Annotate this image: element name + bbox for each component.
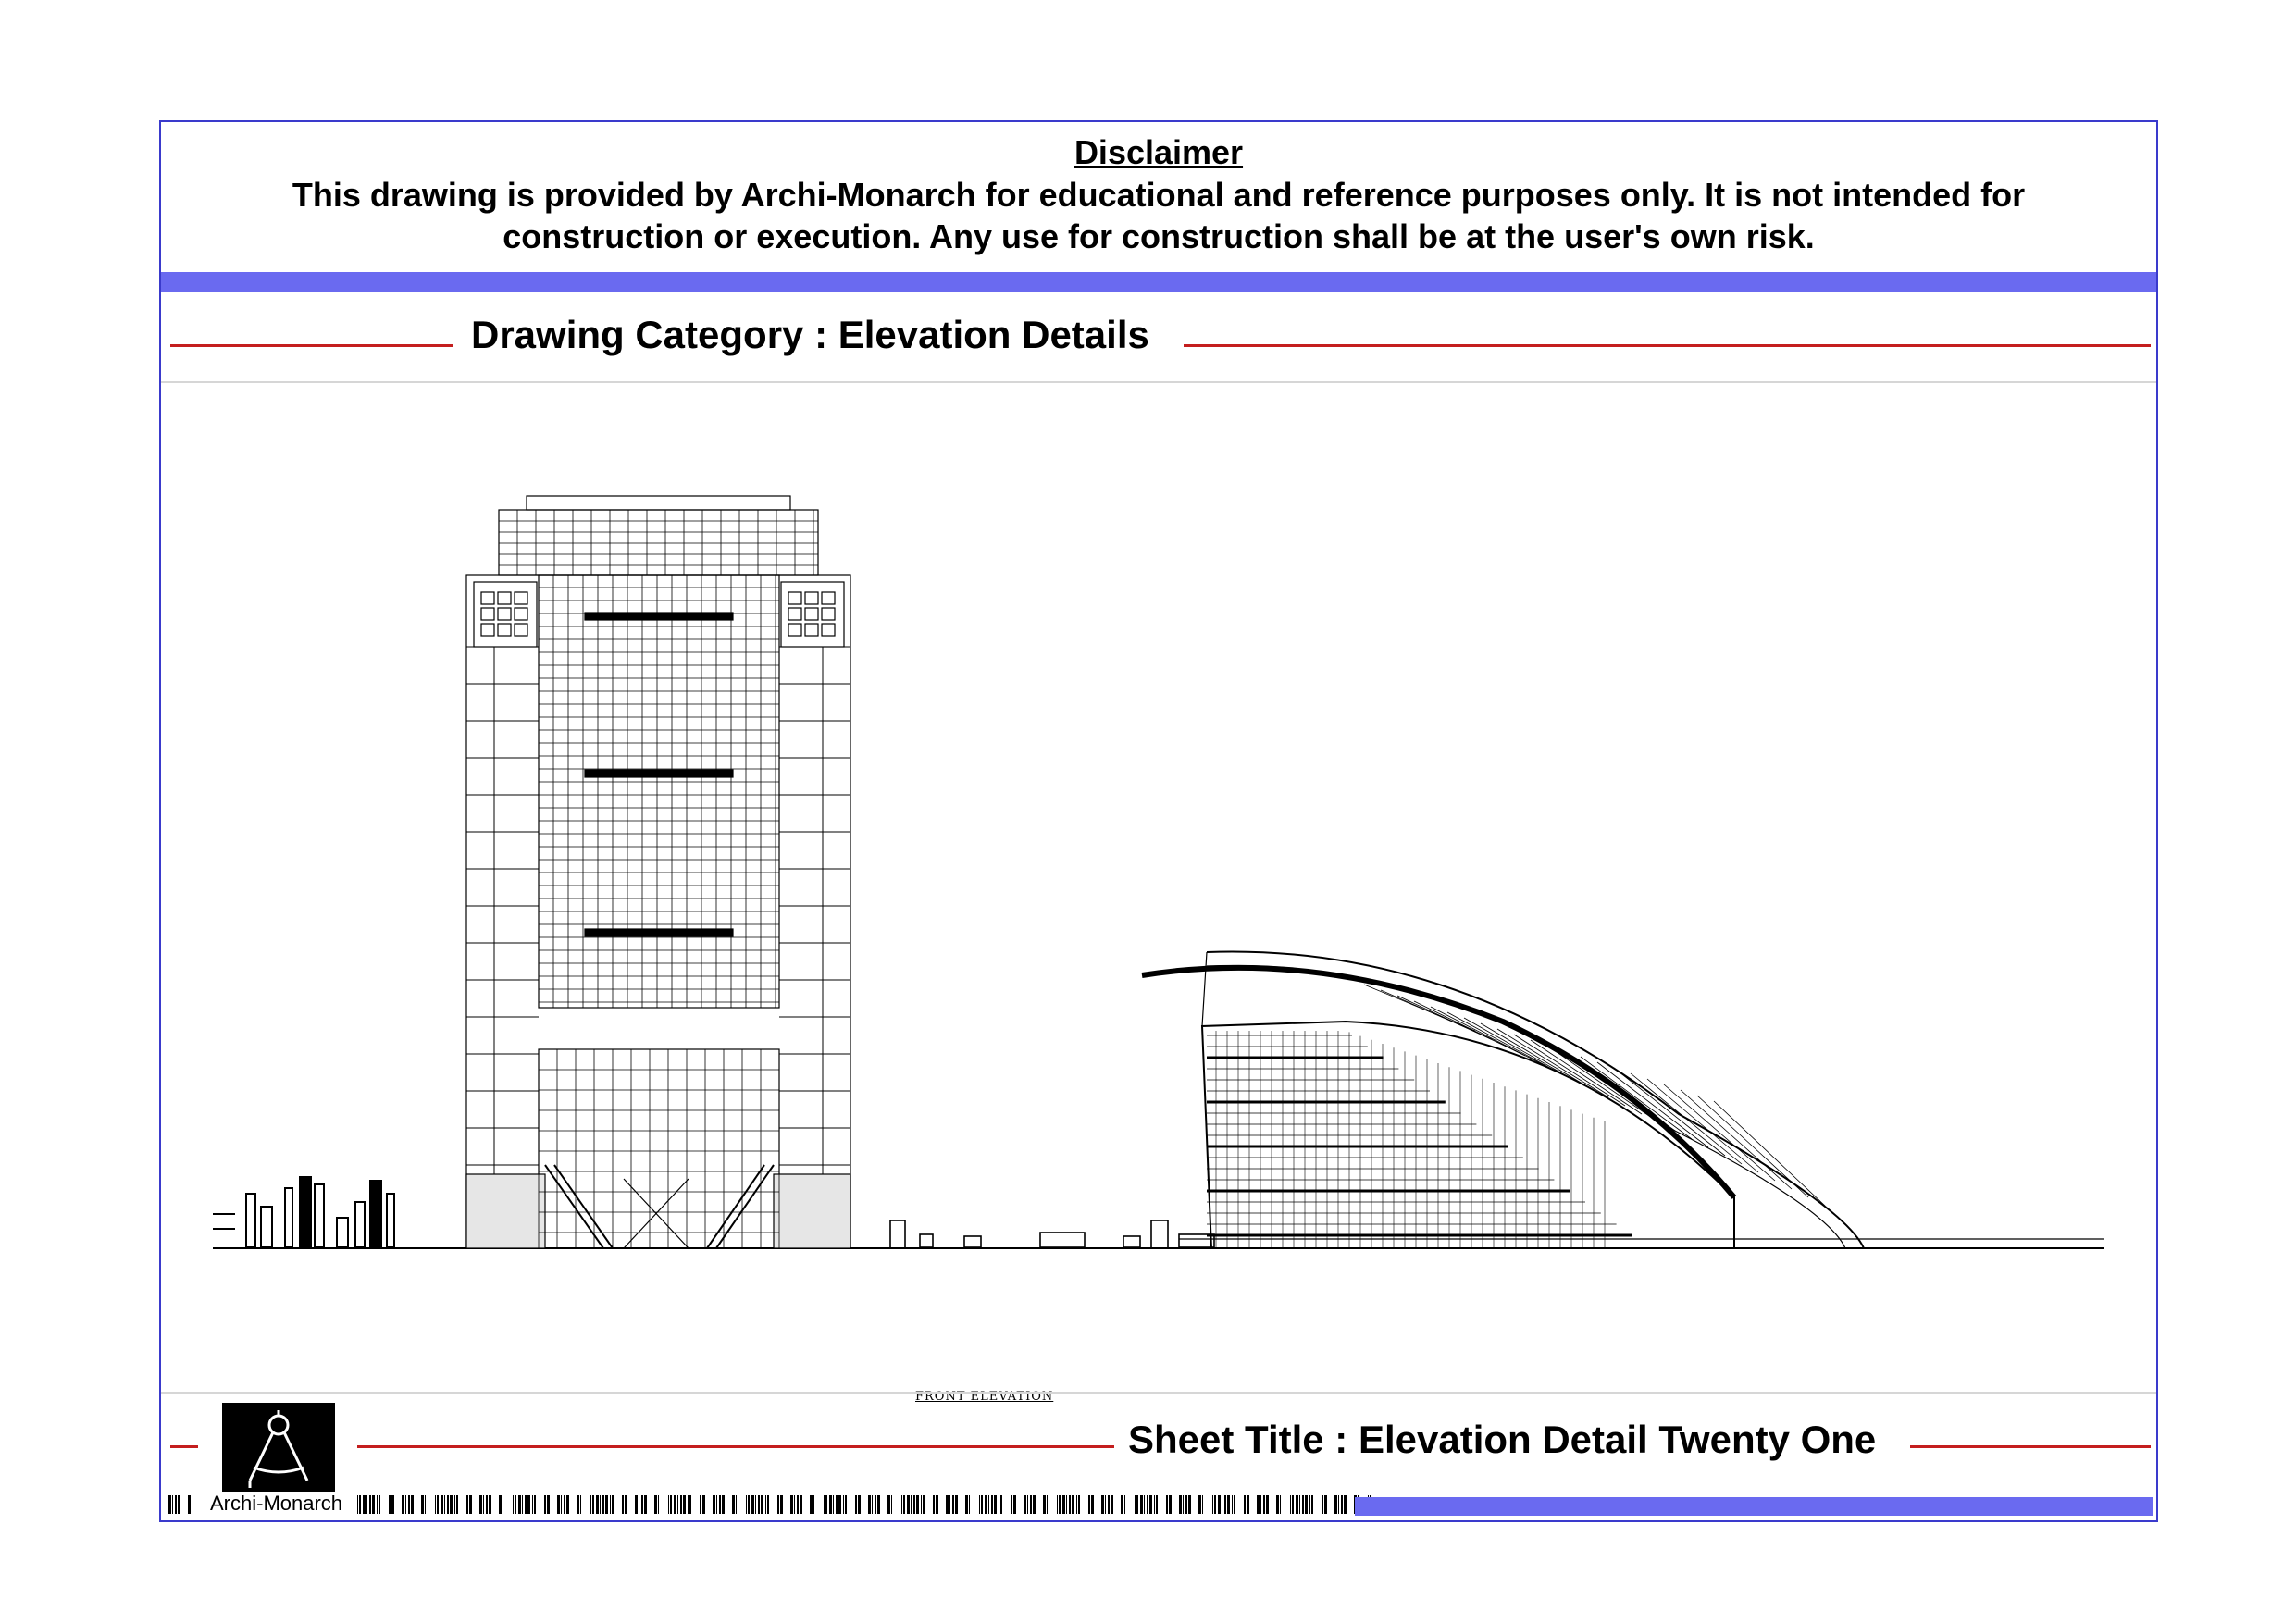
tower-lobby-frame <box>539 1049 779 1248</box>
barcode-strip <box>168 1495 1371 1514</box>
disclaimer-line-1: This drawing is provided by Archi-Monarch for educational and reference purposes only. It is not intended for <box>292 176 2026 214</box>
footer-rule-left <box>170 1445 198 1448</box>
category-row <box>161 292 2156 383</box>
arena-facade-outline <box>1202 1022 1734 1248</box>
tower-base-left <box>466 1174 545 1248</box>
tower-base-right <box>774 1174 850 1248</box>
bottom-accent-band <box>1355 1497 2153 1516</box>
drawing-category-title: Drawing Category : Elevation Details <box>471 313 1149 356</box>
tower-cap <box>527 496 790 510</box>
arena-roof-arc-outer <box>1207 951 1864 1248</box>
front-elevation-drawing <box>161 383 2156 1392</box>
compass-icon <box>222 1403 335 1492</box>
tower-elevation <box>466 496 850 1248</box>
arena-roof-arc-inner <box>1207 965 1845 1248</box>
balcony-band-2 <box>585 770 733 777</box>
tower-crown <box>499 510 818 575</box>
scale-skyline <box>213 1177 394 1247</box>
category-rule-right <box>1184 344 2151 347</box>
disclaimer-text <box>235 174 2082 257</box>
drawing-sheet <box>159 120 2158 1522</box>
footer-rule-right <box>1910 1445 2151 1448</box>
disclaimer-line-2: construction or execution. Any use for construction shall be at the user's own risk. <box>503 217 1815 255</box>
street-elements <box>890 1220 1214 1248</box>
footer-rule-middle <box>357 1445 1114 1448</box>
disclaimer-title: Disclaimer <box>1074 133 1244 171</box>
balcony-band-3 <box>585 929 733 936</box>
sheet-title: Sheet Title : Elevation Detail Twenty One <box>1128 1418 1877 1461</box>
category-rule-left <box>170 344 453 347</box>
logo-wordmark: Archi-Monarch <box>207 1492 345 1516</box>
drawing-area <box>161 383 2156 1404</box>
curved-building-elevation <box>1142 951 1864 1248</box>
disclaimer-block <box>161 122 2156 270</box>
front-elevation-caption: FRONT ELEVATION <box>915 1390 1054 1404</box>
top-accent-band <box>161 272 2156 292</box>
footer-title-block <box>161 1392 2156 1524</box>
